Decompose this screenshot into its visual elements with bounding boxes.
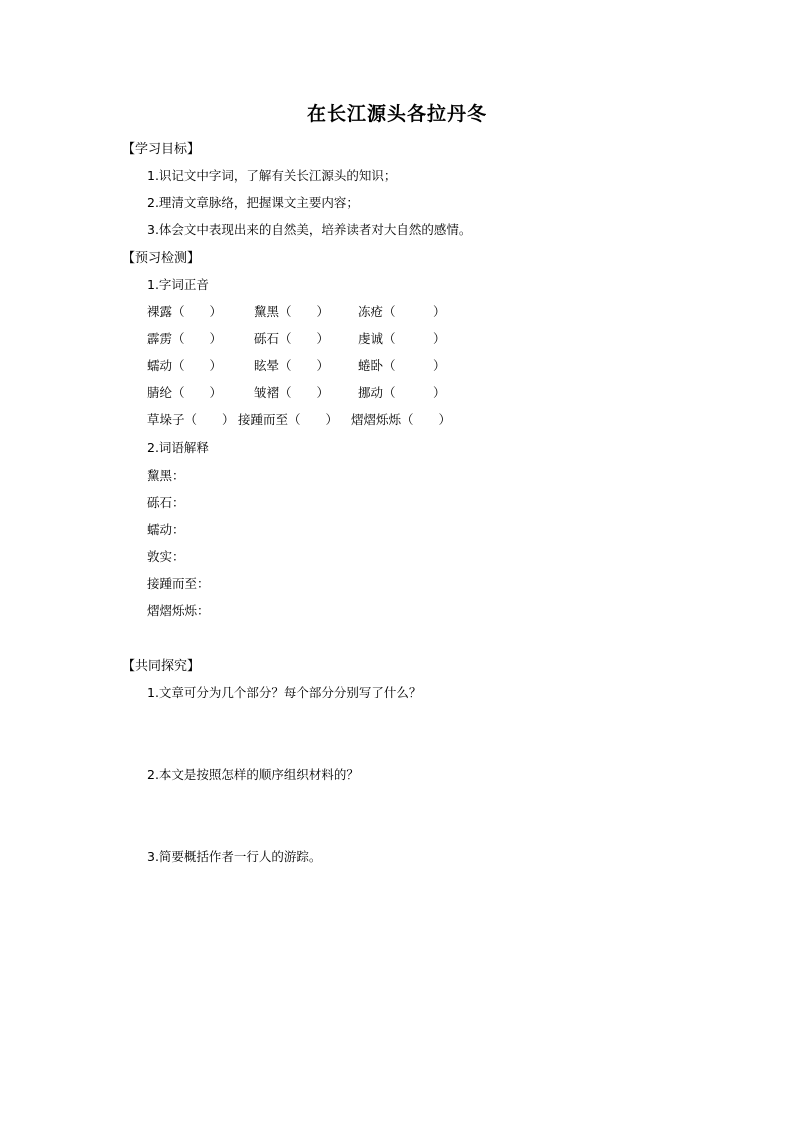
vocab-item: 敦实：	[147, 549, 185, 564]
section-heading-explore: 【共同探究】	[122, 659, 201, 674]
pinyin-cell: 接踵而至（ ）	[238, 412, 339, 427]
pinyin-cell: 虔诚（ ）	[358, 331, 446, 346]
pinyin-cell: 黧黑（ ）	[254, 304, 330, 319]
pinyin-cell: 挪动（ ）	[358, 385, 446, 400]
vocab-item: 砾石：	[147, 495, 185, 510]
goal-item: 1.识记文中字词，了解有关长江源头的知识；	[147, 168, 397, 183]
pinyin-cell: 砾石（ ）	[254, 331, 330, 346]
pinyin-cell: 皱褶（ ）	[254, 385, 330, 400]
pinyin-cell: 霹雳（ ）	[147, 331, 223, 346]
goal-item: 3.体会文中表现出来的自然美，培养读者对大自然的感情。	[147, 222, 472, 237]
pinyin-cell: 冻疮（ ）	[358, 304, 446, 319]
goal-item: 2.理清文章脉络，把握课文主要内容；	[147, 195, 359, 210]
pinyin-cell: 腈纶（ ）	[147, 385, 223, 400]
page-title: 在长江源头各拉丹冬	[306, 103, 487, 125]
vocab-heading: 2.词语解释	[147, 440, 209, 455]
pinyin-cell: 蜷卧（ ）	[358, 358, 446, 373]
question-item: 2.本文是按照怎样的顺序组织材料的？	[147, 767, 359, 782]
pinyin-heading: 1.字词正音	[147, 277, 209, 292]
pinyin-cell: 眩晕（ ）	[254, 358, 330, 373]
vocab-item: 蠕动：	[147, 522, 185, 537]
pinyin-cell: 熠熠烁烁（ ）	[351, 412, 452, 427]
vocab-item: 熠熠烁烁：	[147, 603, 210, 618]
vocab-item: 接踵而至：	[147, 576, 210, 591]
pinyin-cell: 草垛子（ ）	[147, 412, 235, 427]
vocab-item: 黧黑：	[147, 468, 185, 483]
pinyin-cell: 裸露（ ）	[147, 304, 223, 319]
question-item: 1.文章可分为几个部分？每个部分分别写了什么？	[147, 685, 422, 700]
section-heading-preview: 【预习检测】	[122, 251, 201, 266]
section-heading-goals: 【学习目标】	[122, 142, 201, 157]
question-item: 3.简要概括作者一行人的游踪。	[147, 849, 322, 864]
pinyin-cell: 蠕动（ ）	[147, 358, 223, 373]
